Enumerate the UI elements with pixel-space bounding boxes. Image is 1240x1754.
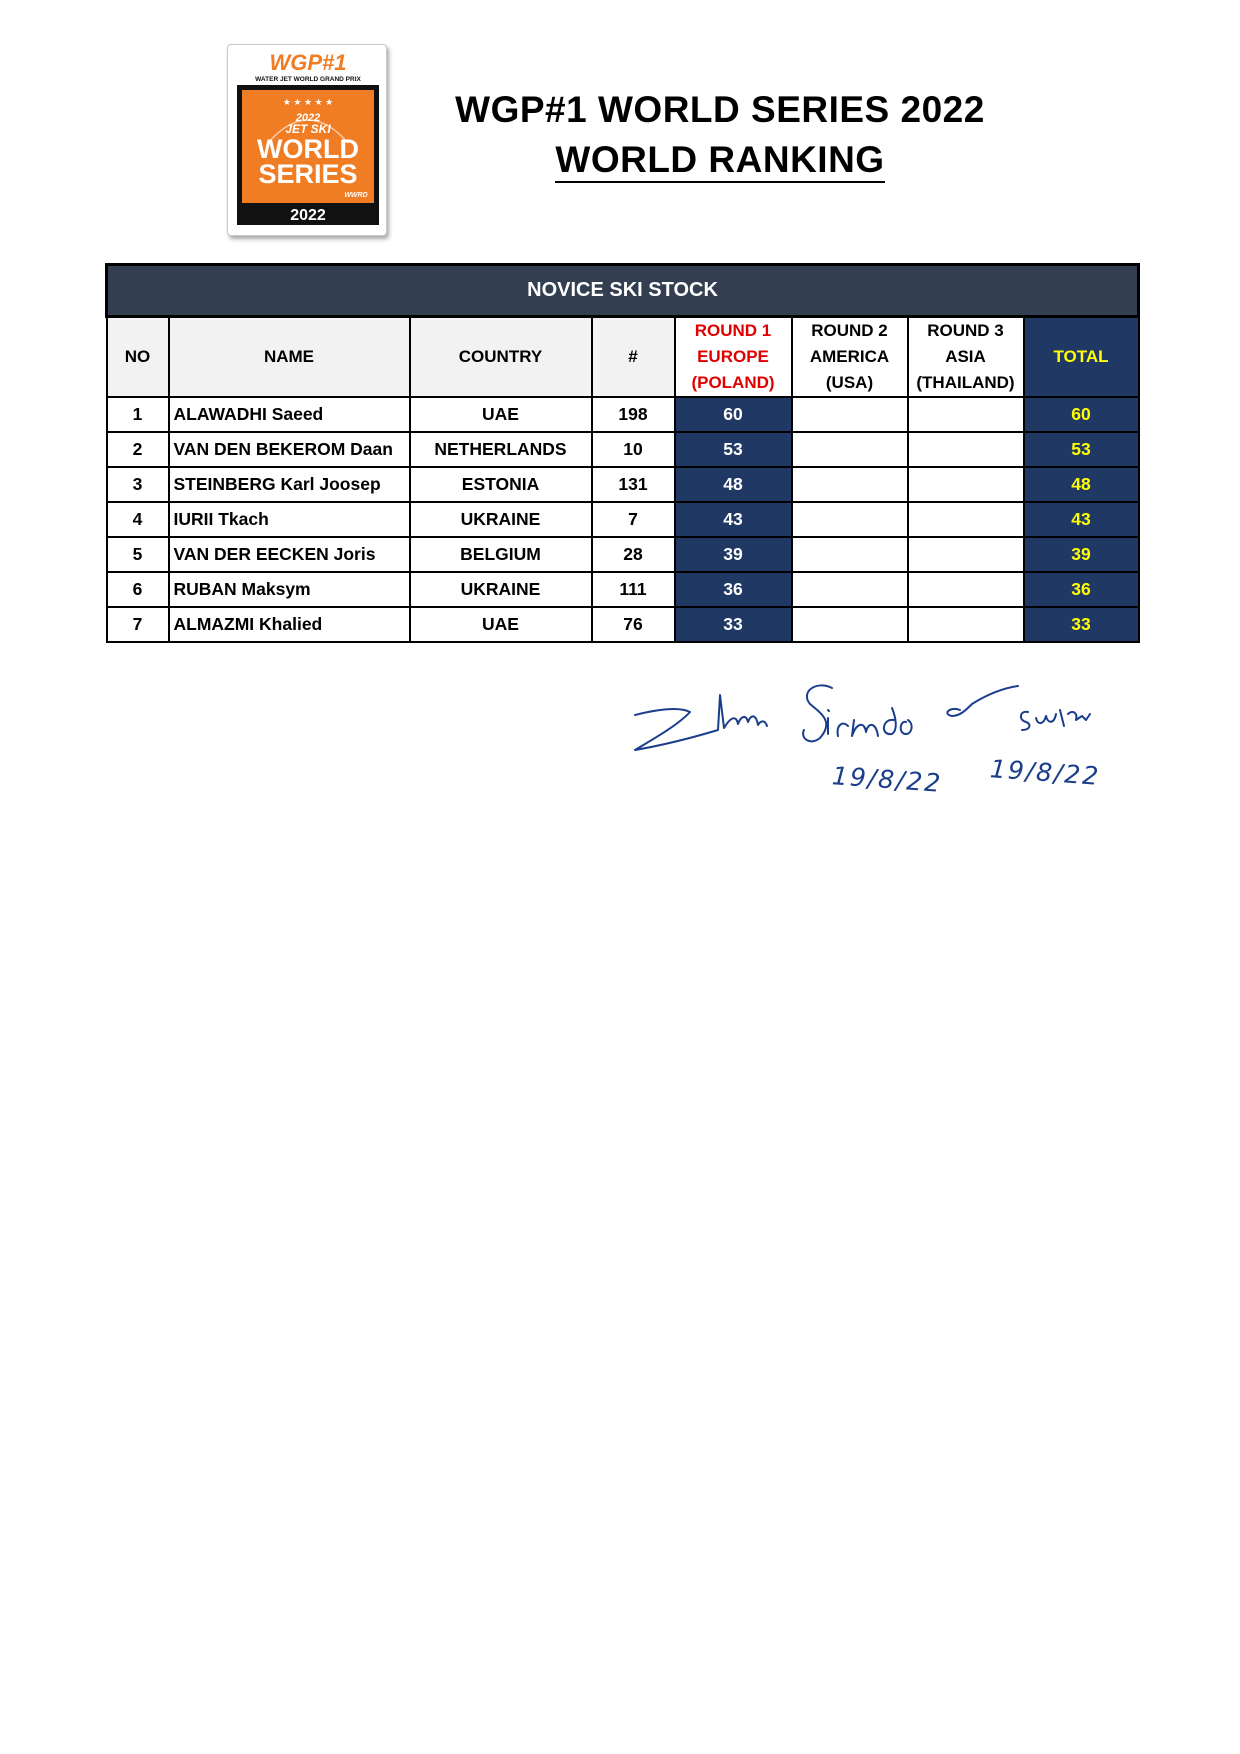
cell-name: IURII Tkach (169, 502, 410, 537)
cell-round3 (908, 537, 1024, 572)
category-title: NOVICE SKI STOCK (107, 265, 1139, 317)
cell-country: BELGIUM (410, 537, 592, 572)
cell-country: UKRAINE (410, 502, 592, 537)
logo-jetski: JET SKI (285, 122, 331, 136)
cell-round1: 48 (675, 467, 792, 502)
cell-number: 7 (592, 502, 675, 537)
cell-round1: 39 (675, 537, 792, 572)
cell-total: 43 (1024, 502, 1139, 537)
logo-series: SERIES (258, 159, 358, 189)
cell-round1: 53 (675, 432, 792, 467)
col-header-number: # (592, 317, 675, 398)
round1-label: ROUND 1 (694, 321, 772, 340)
cell-name: ALMAZMI Khalied (169, 607, 410, 642)
cell-country: ESTONIA (410, 467, 592, 502)
cell-round1: 36 (675, 572, 792, 607)
cell-total: 60 (1024, 397, 1139, 432)
page-title: WGP#1 WORLD SERIES 2022 (455, 89, 985, 130)
cell-round2 (792, 537, 908, 572)
cell-country: UKRAINE (410, 572, 592, 607)
cell-name: VAN DEN BEKEROM Daan (169, 432, 410, 467)
round1-region: EUROPE (697, 347, 769, 366)
round2-country: (USA) (825, 373, 874, 392)
cell-round3 (908, 572, 1024, 607)
logo-stars: ★ ★ ★ ★ ★ (282, 97, 334, 107)
signature-2-rest (828, 708, 912, 736)
col-header-round2 (792, 317, 908, 398)
logo-world: WORLD (257, 134, 359, 164)
round2-region: AMERICA (809, 347, 890, 366)
cell-number: 28 (592, 537, 675, 572)
wgp-world-series-logo (227, 44, 387, 236)
cell-no: 5 (107, 537, 169, 572)
table-row (107, 537, 1139, 572)
cell-round1: 60 (675, 397, 792, 432)
cell-country: UAE (410, 397, 592, 432)
cell-no: 7 (107, 607, 169, 642)
cell-country: UAE (410, 607, 592, 642)
col-header-no: NO (107, 317, 169, 398)
cell-no: 3 (107, 467, 169, 502)
logo-graphic (228, 45, 388, 237)
ranking-table (105, 263, 1140, 643)
col-header-round3 (908, 317, 1024, 398)
signature-3-a (947, 686, 1018, 716)
cell-no: 1 (107, 397, 169, 432)
col-header-total: TOTAL (1024, 317, 1139, 398)
logo-wgp-text: WGP#1 (269, 50, 347, 75)
table-row (107, 467, 1139, 502)
page-subtitle-text: WORLD RANKING (555, 139, 884, 183)
cell-number: 10 (592, 432, 675, 467)
table-row (107, 607, 1139, 642)
cell-no: 4 (107, 502, 169, 537)
signature-date-1: 19/8/22 (831, 761, 944, 798)
cell-no: 6 (107, 572, 169, 607)
cell-round3 (908, 467, 1024, 502)
cell-name: RUBAN Maksym (169, 572, 410, 607)
col-header-name: NAME (169, 317, 410, 398)
round1-country: (POLAND) (691, 373, 775, 392)
cell-total: 39 (1024, 537, 1139, 572)
cell-name: STEINBERG Karl Joosep (169, 467, 410, 502)
cell-total: 36 (1024, 572, 1139, 607)
cell-round2 (792, 467, 908, 502)
cell-round1: 33 (675, 607, 792, 642)
cell-round3 (908, 432, 1024, 467)
cell-total: 48 (1024, 467, 1139, 502)
cell-number: 198 (592, 397, 675, 432)
logo-subtitle: WATER JET WORLD GRAND PRIX (255, 76, 361, 83)
cell-country: NETHERLANDS (410, 432, 592, 467)
signature-3-b (1021, 710, 1090, 730)
cell-round2 (792, 397, 908, 432)
table-row (107, 432, 1139, 467)
page-subtitle (380, 138, 1060, 182)
cell-number: 76 (592, 607, 675, 642)
cell-name: VAN DER EECKEN Joris (169, 537, 410, 572)
cell-total: 33 (1024, 607, 1139, 642)
round2-label: ROUND 2 (811, 321, 888, 340)
signature-date-2: 19/8/22 (989, 754, 1102, 791)
logo-bottom-year: 2022 (290, 207, 326, 224)
cell-name: ALAWADHI Saeed (169, 397, 410, 432)
logo-small: WWRD (344, 192, 368, 199)
cell-round2 (792, 572, 908, 607)
cell-round2 (792, 432, 908, 467)
signatures (620, 670, 1140, 820)
round3-label: ROUND 3 (927, 321, 1004, 340)
cell-round3 (908, 397, 1024, 432)
cell-number: 111 (592, 572, 675, 607)
logo-year-top: 2022 (295, 112, 321, 124)
round3-region: ASIA (945, 347, 986, 366)
col-header-round1 (675, 317, 792, 398)
cell-round2 (792, 607, 908, 642)
col-header-country: COUNTRY (410, 317, 592, 398)
table-row (107, 397, 1139, 432)
cell-round2 (792, 502, 908, 537)
cell-total: 53 (1024, 432, 1139, 467)
cell-round1: 43 (675, 502, 792, 537)
cell-round3 (908, 607, 1024, 642)
cell-no: 2 (107, 432, 169, 467)
cell-number: 131 (592, 467, 675, 502)
cell-round3 (908, 502, 1024, 537)
table-row (107, 572, 1139, 607)
signature-1 (635, 695, 767, 750)
table-row (107, 502, 1139, 537)
round3-country: (THAILAND) (916, 373, 1015, 392)
